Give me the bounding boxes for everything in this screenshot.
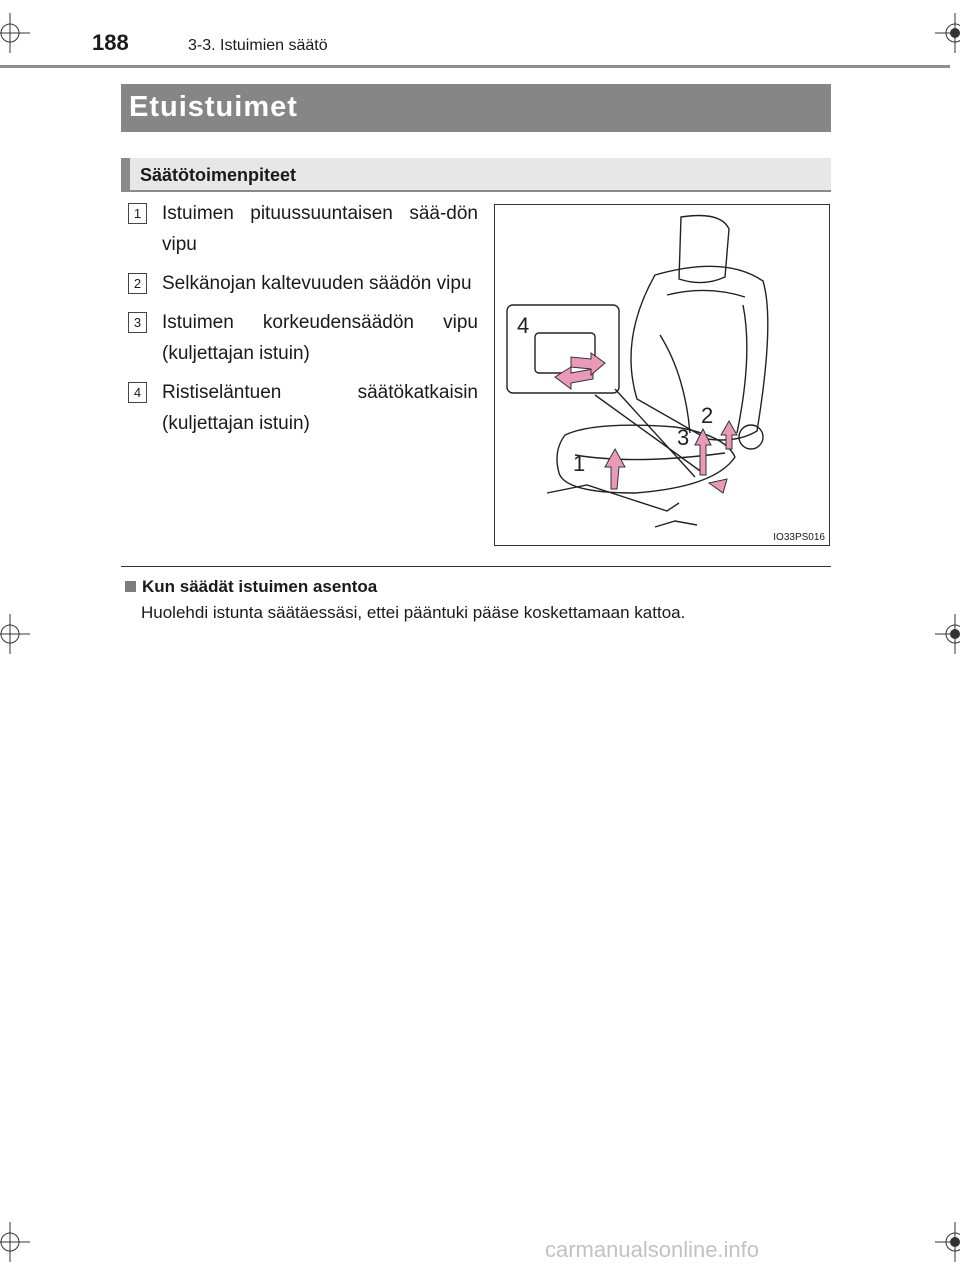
callout-2: 2 — [701, 403, 714, 428]
square-bullet-icon — [125, 581, 136, 592]
list-item — [128, 377, 478, 439]
item-number-badge: 2 — [128, 273, 147, 294]
section-divider — [121, 566, 831, 567]
item-number-badge: 3 — [128, 312, 147, 333]
subheading-band — [121, 158, 831, 191]
adjustment-list — [128, 198, 478, 447]
header-divider — [0, 65, 950, 68]
item-text: Selkänojan kaltevuuden säädön vipu — [162, 273, 472, 294]
list-item — [128, 307, 478, 369]
item-number-badge: 1 — [128, 203, 147, 224]
list-item — [128, 198, 478, 260]
note-title — [125, 577, 377, 597]
page-title: Etuistuimet — [129, 91, 298, 123]
note-title-text: Kun säädät istuimen asentoa — [142, 577, 378, 596]
seat-drawing — [495, 205, 829, 545]
figure-code: IO33PS016 — [773, 532, 825, 543]
subheading: Säätötoimenpiteet — [140, 165, 297, 185]
crop-mark-mid-left — [0, 614, 30, 654]
list-item — [128, 268, 478, 299]
seat-illustration — [494, 204, 830, 546]
recline-arrow-icon — [721, 421, 737, 449]
callout-1: 1 — [573, 451, 586, 476]
height-arrow-icon — [709, 479, 727, 493]
item-number-badge: 4 — [128, 382, 147, 403]
item-text: Istuimen pituussuuntaisen sää-dön vipu — [162, 203, 478, 255]
crop-mark-mid-right — [935, 614, 960, 654]
slide-arrow-icon — [605, 449, 625, 489]
page-number: 188 — [92, 30, 129, 55]
watermark: carmanualsonline.info — [545, 1237, 760, 1262]
crop-mark-top-left — [0, 13, 30, 53]
callout-3: 3 — [677, 425, 690, 450]
crop-mark-bottom-right — [935, 1222, 960, 1262]
item-text: Istuimen korkeudensäädön vipu (kuljettajan istuin) — [162, 312, 478, 364]
section-reference: 3-3. Istuimien säätö — [188, 37, 328, 54]
lumbar-arrow-icon — [555, 367, 593, 389]
crop-mark-bottom-left — [0, 1222, 30, 1262]
callout-4: 4 — [517, 313, 530, 338]
title-band — [121, 84, 831, 132]
headrest-outline — [679, 216, 729, 283]
subheading-underline — [121, 190, 831, 192]
crop-mark-top-right — [935, 13, 960, 53]
note-body: Huolehdi istunta säätäessäsi, ettei pääntuki pääse koskettamaan kattoa. — [141, 603, 686, 622]
item-text: Ristiseläntuen säätökatkaisin (kuljettajan istuin) — [162, 382, 478, 434]
